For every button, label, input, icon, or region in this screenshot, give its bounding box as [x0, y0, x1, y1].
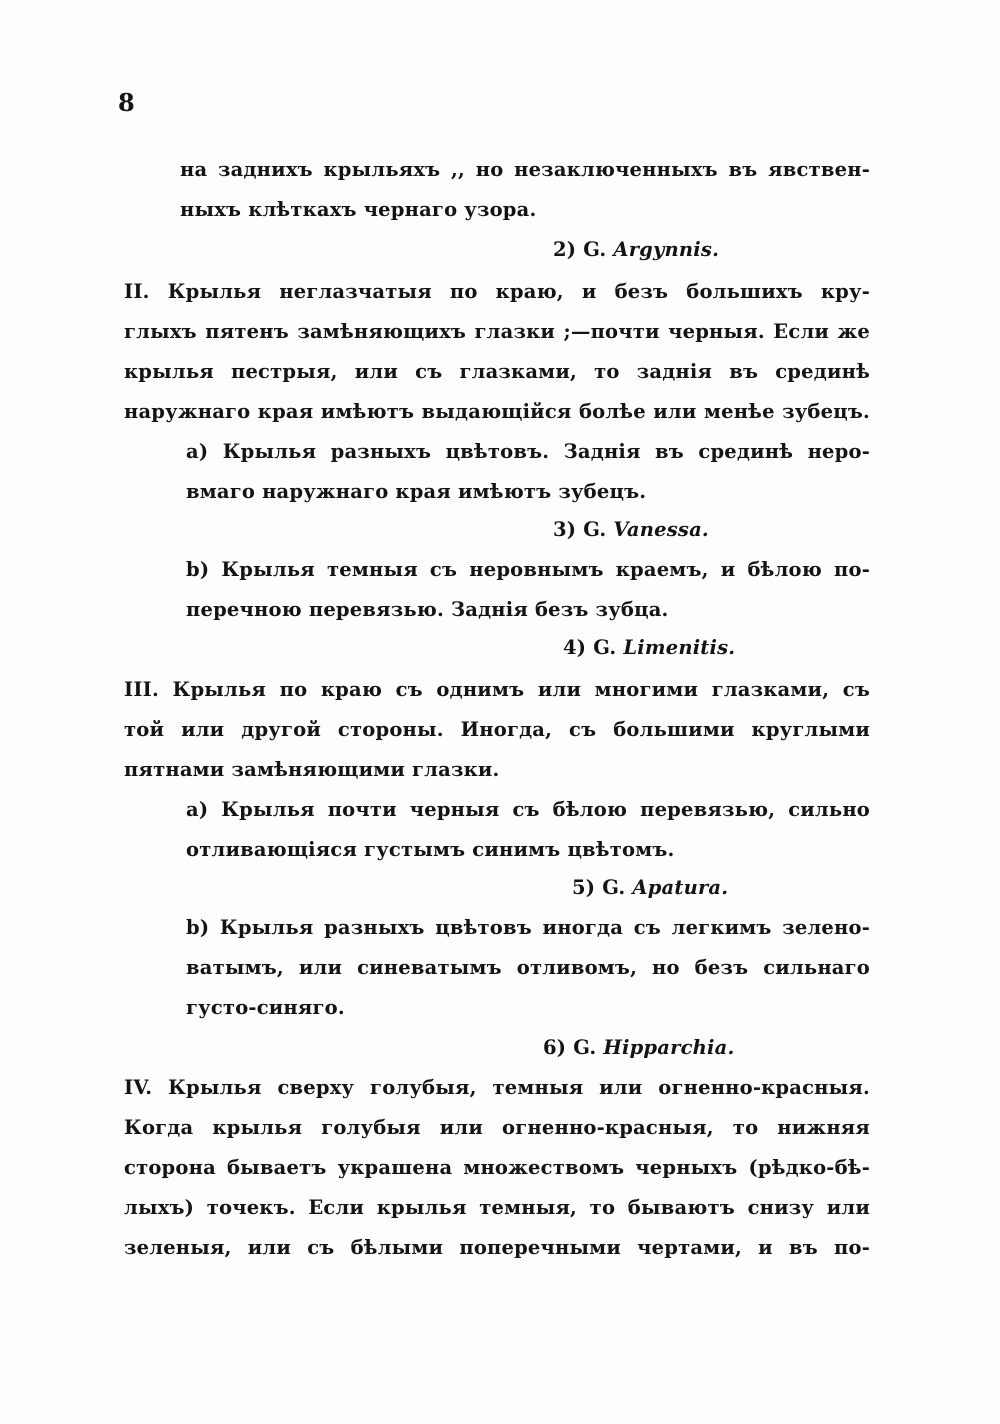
subsection-line: a) Крылья разныхъ цвѣтовъ. Заднія въ срединѣ неро-: [186, 440, 870, 463]
subsection-line: b) Крылья темныя съ неровнымъ краемъ, и бѣлою по-: [186, 558, 870, 581]
genus-abbr: G.: [593, 636, 617, 659]
genus-number: 2): [553, 238, 577, 261]
text-line: Когда крылья голубыя или огненно-красныя, то нижняя: [124, 1116, 870, 1139]
text-line: на заднихъ крыльяхъ ,, но незаключенныхъ въ явствен-: [180, 158, 870, 181]
text-line: лыхъ) точекъ. Если крылья темныя, то бываютъ снизу или: [124, 1196, 870, 1219]
genus-abbr: G.: [583, 238, 607, 261]
section-heading-line: III. Крылья по краю съ однимъ или многими глазками, съ: [124, 678, 870, 701]
genus-entry-vanessa: [553, 520, 709, 540]
genus-number: 3): [553, 518, 577, 541]
text-line: ватымъ, или синеватымъ отливомъ, но безъ сильнаго: [186, 956, 870, 979]
text-line: наружнаго края имѣютъ выдающійся болѣе или менѣе зубецъ.: [124, 400, 870, 423]
page-number: 8: [118, 88, 135, 117]
genus-number: 5): [572, 876, 596, 899]
genus-entry-limenitis: [563, 638, 735, 658]
text-line: ныхъ клѣткахъ чернаго узора.: [180, 198, 537, 221]
text-line: отливающіяся густымъ синимъ цвѣтомъ.: [186, 838, 675, 861]
text-line: густо-синяго.: [186, 996, 345, 1019]
text-line: крылья пестрыя, или съ глазками, то заднія въ срединѣ: [124, 360, 870, 383]
text-line: вмаго наружнаго края имѣютъ зубецъ.: [186, 480, 647, 503]
genus-abbr: G.: [602, 876, 626, 899]
subsection-line: b) Крылья разныхъ цвѣтовъ иногда съ легкимъ зелено-: [186, 916, 870, 939]
text-line: сторона бываетъ украшена множествомъ черныхъ (рѣдко-бѣ-: [124, 1156, 870, 1179]
genus-number: 6): [543, 1036, 567, 1059]
genus-name: Apatura.: [632, 876, 729, 899]
genus-abbr: G.: [573, 1036, 597, 1059]
genus-number: 4): [563, 636, 587, 659]
text-line: перечною перевязью. Заднія безъ зубца.: [186, 598, 669, 621]
genus-entry-hipparchia: [543, 1038, 734, 1058]
genus-entry-apatura: [572, 878, 728, 898]
text-line: пятнами замѣняющими глазки.: [124, 758, 500, 781]
section-heading-line: II. Крылья неглазчатыя по краю, и безъ большихъ кру-: [124, 280, 870, 303]
text-line: глыхъ пятенъ замѣняющихъ глазки ;—почти черныя. Если же: [124, 320, 870, 343]
subsection-line: a) Крылья почти черныя съ бѣлою перевязью, сильно: [186, 798, 870, 821]
genus-name: Hipparchia.: [603, 1036, 735, 1059]
genus-name: Limenitis.: [623, 636, 736, 659]
text-line: зеленыя, или съ бѣлыми поперечными чертами, и въ по-: [124, 1236, 870, 1259]
genus-entry-argynnis: [553, 240, 719, 260]
section-heading-line: IV. Крылья сверху голубыя, темныя или огненно-красныя.: [124, 1076, 870, 1099]
text-line: той или другой стороны. Иногда, съ большими круглыми: [124, 718, 870, 741]
genus-name: Argynnis.: [613, 238, 720, 261]
genus-name: Vanessa.: [613, 518, 709, 541]
genus-abbr: G.: [583, 518, 607, 541]
